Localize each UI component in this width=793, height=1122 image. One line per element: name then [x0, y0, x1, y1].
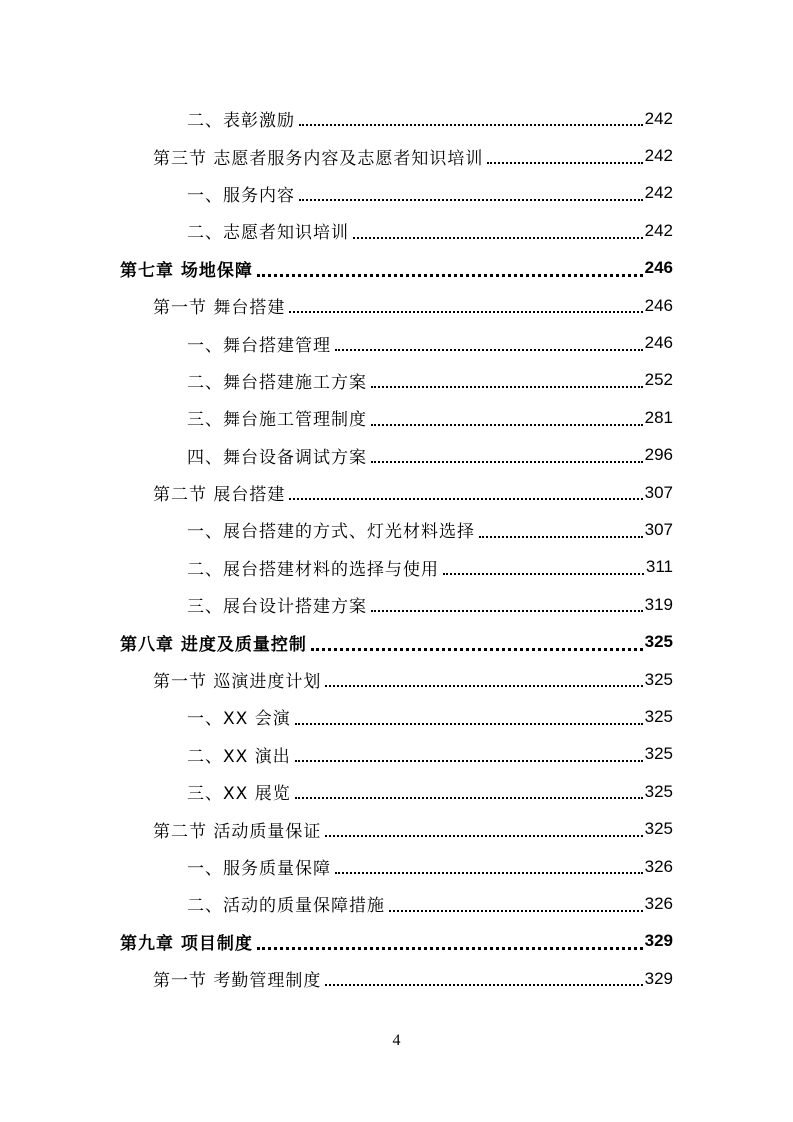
- toc-entry-page: 326: [644, 893, 673, 913]
- page-number: 4: [392, 1032, 401, 1049]
- toc-entry-page: 326: [644, 856, 673, 876]
- toc-entry-page: 311: [645, 557, 673, 577]
- toc-entry-page: 325: [644, 632, 673, 652]
- toc-entry-title: 第七章 场地保障: [120, 260, 253, 281]
- toc-chapter-entry[interactable]: [0, 923, 793, 960]
- toc-entry-title: 一、服务质量保障: [187, 859, 331, 879]
- toc-entry-page: 307: [644, 519, 673, 539]
- toc-entry-title: 二、活动的质量保障措施: [187, 896, 385, 917]
- toc-subsection-entry[interactable]: [0, 773, 793, 810]
- toc-dot-leader: [325, 834, 642, 837]
- toc-chapter-entry[interactable]: [0, 250, 793, 287]
- toc-dot-leader: [371, 385, 643, 388]
- toc-entry-title: 四、舞台设备调试方案: [187, 447, 367, 468]
- toc-entry-page: 329: [644, 931, 673, 951]
- toc-dot-leader: [257, 273, 643, 277]
- toc-subsection-entry[interactable]: [0, 324, 793, 361]
- toc-dot-leader: [487, 161, 642, 164]
- toc-dot-leader: [289, 310, 642, 313]
- toc-entry-title: 二、展台搭建材料的选择与使用: [187, 559, 439, 580]
- toc-dot-leader: [479, 535, 643, 538]
- toc-dot-leader: [295, 759, 643, 762]
- toc-entry-page: 242: [644, 146, 673, 166]
- toc-dot-leader: [299, 198, 643, 201]
- toc-subsection-entry[interactable]: [0, 100, 793, 137]
- toc-entry-page: 296: [644, 445, 673, 465]
- toc-dot-leader: [353, 236, 643, 239]
- toc-dot-leader: [325, 983, 642, 986]
- toc-entry-title: 第一节 巡演进度计划: [153, 672, 322, 693]
- toc-subsection-entry[interactable]: [0, 549, 793, 586]
- toc-entry-page: 325: [644, 706, 673, 726]
- toc-subsection-entry[interactable]: [0, 698, 793, 735]
- toc-entry-page: 325: [644, 819, 673, 839]
- toc-entry-title: 三、展台设计搭建方案: [187, 597, 367, 618]
- toc-dot-leader: [295, 796, 643, 799]
- toc-subsection-entry[interactable]: [0, 736, 793, 773]
- toc-dot-leader: [299, 123, 643, 126]
- toc-entry-title: 二、志愿者知识培训: [187, 223, 349, 244]
- toc-subsection-entry[interactable]: [0, 399, 793, 436]
- toc-entry-page: 252: [644, 370, 673, 390]
- toc-entry-page: 325: [644, 744, 673, 764]
- toc-entry-page: 242: [644, 183, 673, 203]
- toc-dot-leader: [371, 423, 643, 426]
- toc-dot-leader: [335, 348, 643, 351]
- toc-subsection-entry[interactable]: [0, 175, 793, 212]
- toc-dot-leader: [371, 609, 643, 612]
- toc-section-entry[interactable]: [0, 661, 793, 698]
- toc-entry-title: 第三节 志愿者服务内容及志愿者知识培训: [153, 148, 484, 169]
- toc-dot-leader: [289, 497, 642, 500]
- toc-entry-title: 二、表彰激励: [187, 111, 295, 132]
- toc-entry-title: 一、XX 会演: [187, 709, 291, 730]
- toc-dot-leader: [311, 647, 643, 651]
- toc-entry-page: 246: [644, 333, 673, 353]
- toc-subsection-entry[interactable]: [0, 212, 793, 249]
- toc-entry-title: 第九章 项目制度: [120, 933, 253, 954]
- toc-section-entry[interactable]: [0, 137, 793, 174]
- toc-dot-leader: [443, 572, 644, 575]
- toc-section-entry[interactable]: [0, 810, 793, 847]
- table-of-contents: [0, 100, 793, 997]
- toc-entry-title: 三、舞台施工管理制度: [187, 410, 367, 431]
- toc-subsection-entry[interactable]: [0, 885, 793, 922]
- toc-dot-leader: [335, 871, 643, 874]
- toc-subsection-entry[interactable]: [0, 586, 793, 623]
- toc-entry-title: 一、服务内容: [187, 185, 295, 206]
- toc-entry-page: 325: [644, 669, 673, 689]
- toc-entry-page: 329: [644, 968, 673, 988]
- toc-dot-leader: [325, 684, 642, 687]
- toc-section-entry[interactable]: [0, 287, 793, 324]
- toc-dot-leader: [257, 946, 643, 950]
- toc-subsection-entry[interactable]: [0, 437, 793, 474]
- toc-dot-leader: [389, 909, 643, 912]
- toc-dot-leader: [371, 460, 643, 463]
- toc-entry-title: 一、舞台搭建管理: [187, 335, 331, 356]
- toc-subsection-entry[interactable]: [0, 362, 793, 399]
- toc-entry-title: 三、XX 展览: [187, 784, 291, 805]
- toc-entry-title: 第二节 活动质量保证: [153, 821, 322, 842]
- toc-entry-title: 第八章 进度及质量控制: [120, 634, 307, 655]
- toc-entry-title: 第一节 考勤管理制度: [153, 971, 322, 992]
- toc-section-entry[interactable]: [0, 474, 793, 511]
- toc-subsection-entry[interactable]: [0, 511, 793, 548]
- toc-chapter-entry[interactable]: [0, 623, 793, 660]
- toc-entry-page: 281: [644, 407, 673, 427]
- toc-entry-title: 二、XX 演出: [187, 746, 291, 767]
- toc-entry-page: 242: [644, 220, 673, 240]
- toc-entry-title: 第一节 舞台搭建: [153, 298, 286, 319]
- toc-entry-title: 第二节 展台搭建: [153, 485, 286, 506]
- toc-entry-page: 319: [644, 594, 673, 614]
- toc-entry-title: 二、舞台搭建施工方案: [187, 372, 367, 393]
- toc-subsection-entry[interactable]: [0, 848, 793, 885]
- toc-section-entry[interactable]: [0, 960, 793, 997]
- toc-entry-page: 307: [644, 482, 673, 502]
- toc-entry-page: 325: [644, 781, 673, 801]
- toc-dot-leader: [295, 722, 643, 725]
- toc-entry-page: 242: [644, 108, 673, 128]
- toc-entry-title: 一、展台搭建的方式、灯光材料选择: [187, 522, 475, 543]
- toc-entry-page: 246: [644, 258, 673, 278]
- toc-entry-page: 246: [644, 295, 673, 315]
